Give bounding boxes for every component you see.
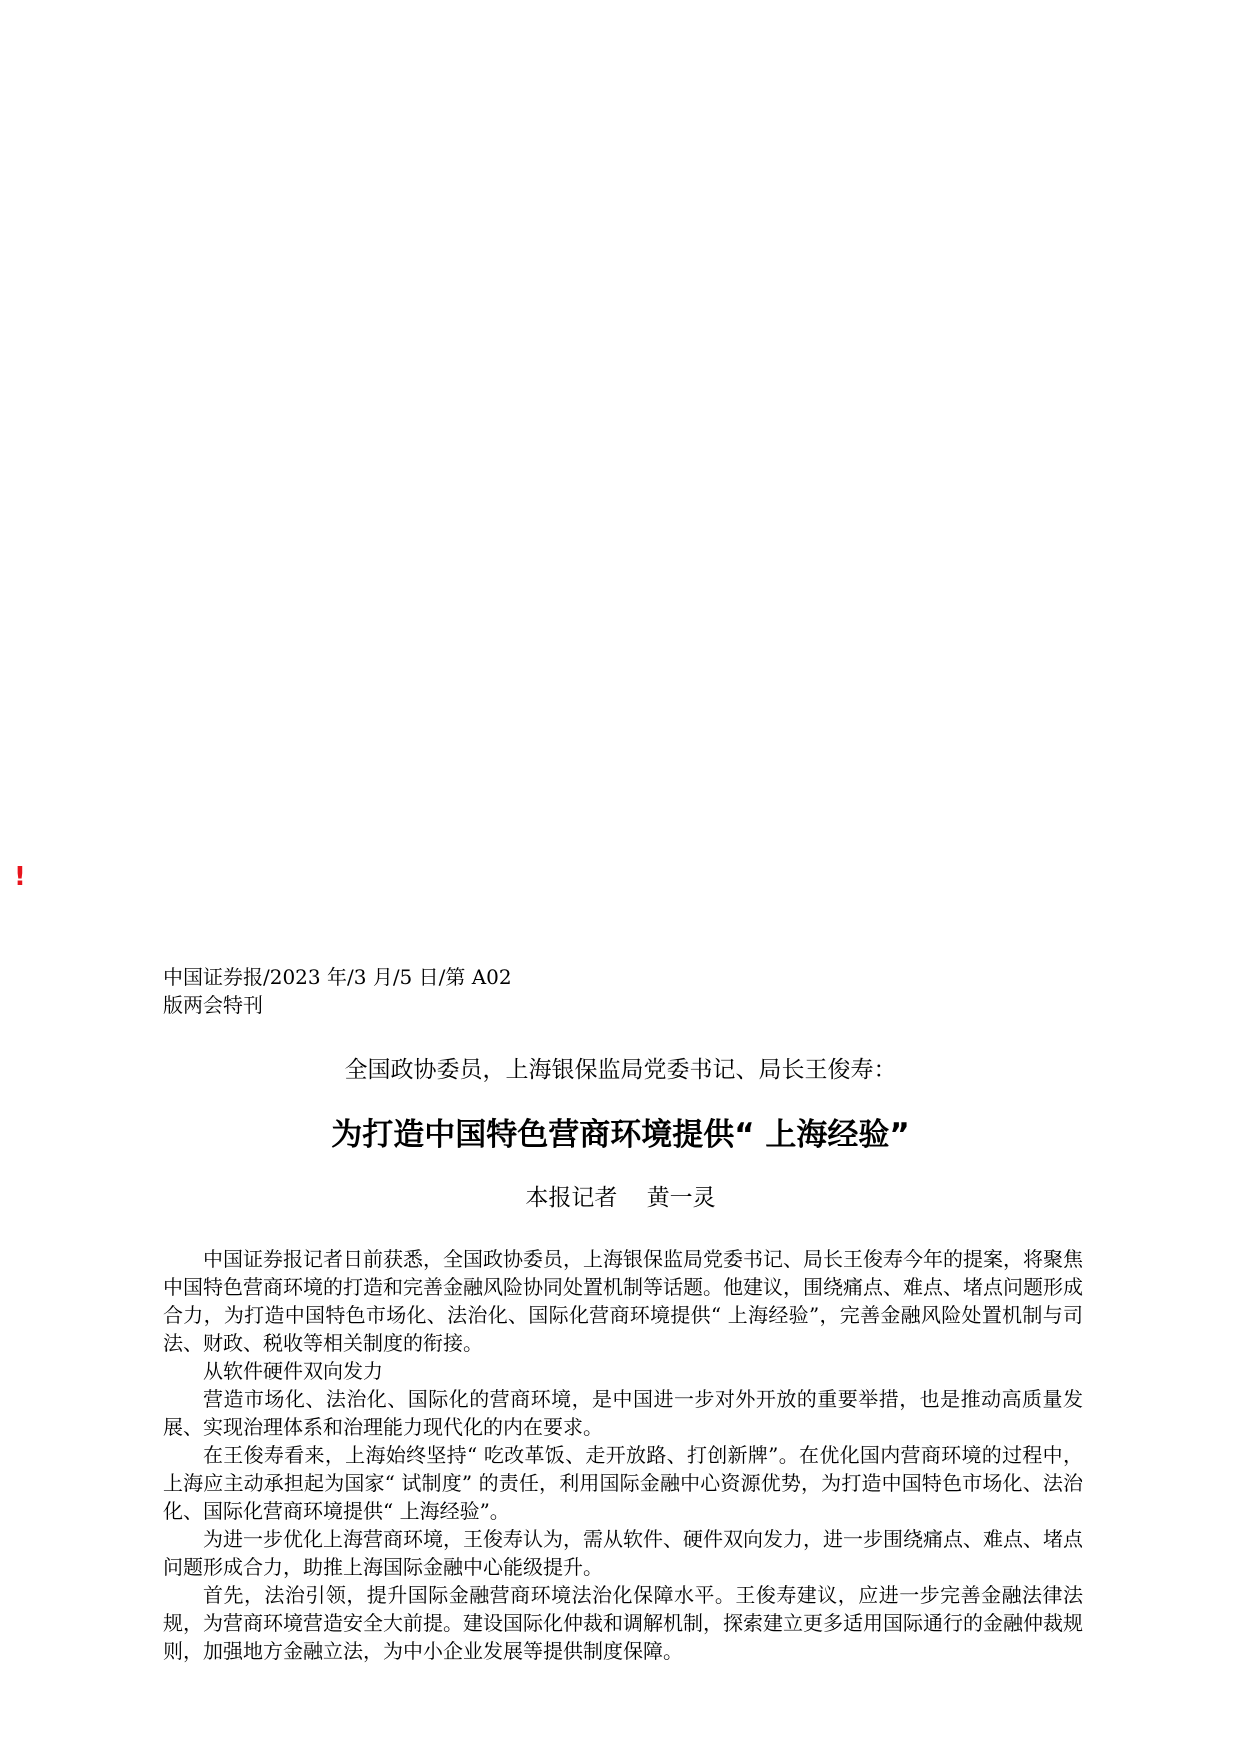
marker-glyph: !	[14, 862, 26, 892]
section-heading: 从软件硬件双向发力	[203, 1359, 383, 1383]
source-line-1: 中国证券报/2023 年/3 月/5 日/第 A02	[163, 965, 512, 989]
paragraph: 营造市场化、法治化、国际化的营商环境，是中国进一步对外开放的重要举措，也是推动高质量发展、实现治理体系和治理能力现代化的内在要求。	[163, 1387, 1083, 1439]
source-citation	[163, 963, 523, 1019]
paragraph: 为进一步优化上海营商环境，王俊寿认为，需从软件、硬件双向发力，进一步围绕痛点、难点、堵点问题形成合力，助推上海国际金融中心能级提升。	[163, 1527, 1083, 1579]
article-headline: 为打造中国特色营商环境提供“ 上海经验”	[331, 1117, 910, 1153]
red-exclamation-mark	[14, 862, 26, 892]
paragraph: 在王俊寿看来，上海始终坚持“ 吃改革饭、走开放路、打创新牌”。在优化国内营商环境的过程中，上海应主动承担起为国家“ 试制度” 的责任，利用国际金融中心资源优势，为打造中国特色市场化、法治化、国际化营商环境提供“ 上海经验”。	[163, 1443, 1083, 1523]
paragraph: 首先，法治引领，提升国际金融营商环境法治化保障水平。王俊寿建议，应进一步完善金融法律法规，为营商环境营造安全大前提。建设国际化仲裁和调解机制，探索建立更多适用国际通行的金融仲裁规则，加强地方金融立法，为中小企业发展等提供制度保障。	[163, 1583, 1083, 1663]
article-subtitle: 全国政协委员，上海银保监局党委书记、局长王俊寿：	[344, 1057, 897, 1083]
paragraph-intro: 中国证券报记者日前获悉，全国政协委员，上海银保监局党委书记、局长王俊寿今年的提案，将聚焦中国特色营商环境的打造和完善金融风险协同处置机制等话题。他建议，围绕痛点、难点、堵点问题形成合力，为打造中国特色市场化、法治化、国际化营商环境提供“ 上海经验”，完善金融风险处置机制与司法、财政、税收等相关制度的衔接。	[163, 1247, 1083, 1355]
article-body	[163, 1245, 1083, 1665]
source-line-2: 版两会特刊	[163, 993, 263, 1017]
byline: 本报记者 黄一灵	[525, 1185, 716, 1211]
